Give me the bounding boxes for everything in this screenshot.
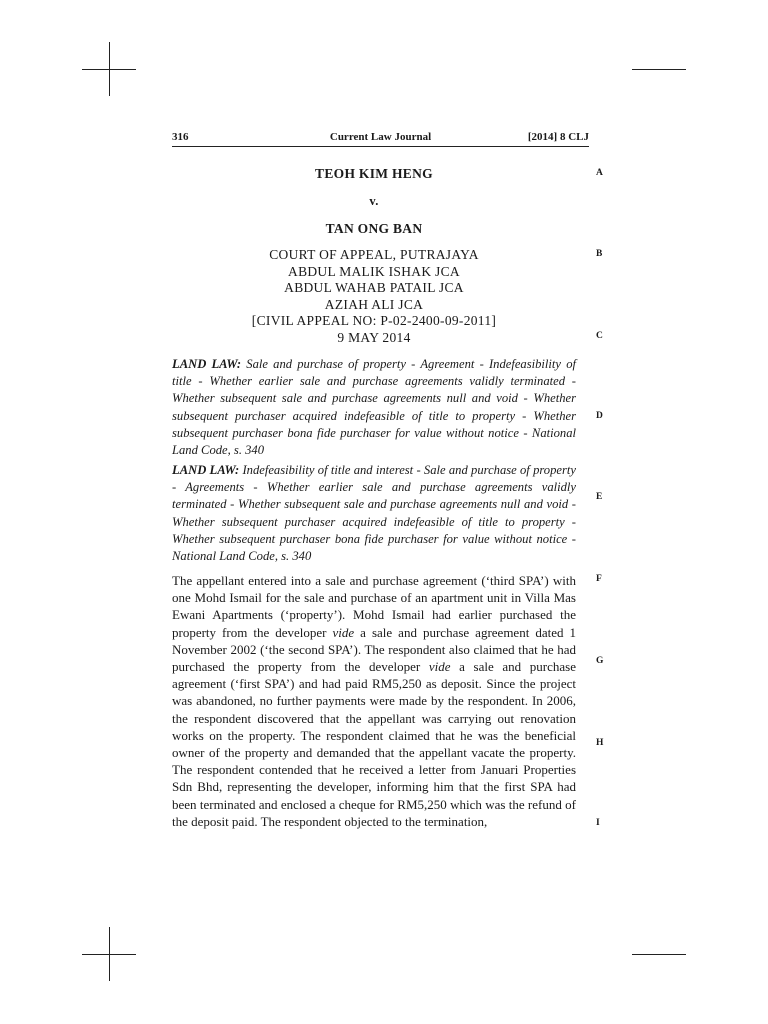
margin-letter-f: F bbox=[596, 574, 602, 584]
body-text-3: a sale and purchase agreement (‘first SPA’) and had paid RM5,250 as deposit. Since the project was abandoned, no further payments were made by the respondent. In 2006, the respondent discovered that the appellant was carrying out renovation works on the property. The respondent claimed that he was the beneficial owner of the property and demanded that the appellant vacate the property. The respondent contended that he received a letter from Januari Properties Sdn Bhd, representing the developer, informing him that the first SPA had been terminated and enclosed a cheque for RM5,250 which was the refund of the deposit paid. The respondent objected to the termination, bbox=[172, 659, 576, 829]
judge-1: ABDUL MALIK ISHAK JCA bbox=[288, 263, 460, 279]
margin-letter-e: E bbox=[596, 492, 603, 502]
journal-title: Current Law Journal bbox=[329, 131, 432, 143]
body-vide-1: vide bbox=[332, 624, 355, 640]
body-text-2: a sale and purchase agreement dated 1 November 2002 (‘the second SPA’). The respondent also claimed that he had purchased the property from the developer bbox=[172, 624, 576, 675]
respondent-name: TAN ONG BAN bbox=[325, 221, 423, 236]
margin-letter-b: B bbox=[596, 249, 603, 259]
crop-mark-bottom-left-v bbox=[109, 927, 110, 981]
margin-letter-c: C bbox=[596, 331, 603, 341]
appellant-name: TEOH KIM HENG bbox=[315, 166, 433, 181]
versus: v. bbox=[369, 194, 379, 208]
court-name: COURT OF APPEAL, PUTRAJAYA bbox=[269, 247, 479, 262]
catchword-2-label: LAND LAW: bbox=[172, 463, 240, 477]
court-info bbox=[172, 247, 576, 346]
headnote-paragraph bbox=[172, 572, 576, 830]
catchword-2-text: Indefeasibility of title and interest - Sale and purchase of property - Agreements - Whether earlier sale and purchase agreements validly terminated - Whether subsequent sale and purchase agreements null and void - Whether subsequent purchaser acquired indefeasible of title to property - Whether subsequent purchaser bona fide purchaser for value without notice - National Land Code, s. 340 bbox=[172, 463, 576, 564]
judge-2: ABDUL WAHAB PATAIL JCA bbox=[284, 280, 464, 295]
crop-mark-top-left-v bbox=[109, 42, 110, 96]
margin-letter-h: H bbox=[596, 738, 604, 748]
margin-letter-g: G bbox=[596, 656, 604, 666]
journal-citation: [2014] 8 CLJ bbox=[527, 131, 589, 143]
running-header bbox=[172, 128, 589, 147]
catchword-1 bbox=[172, 356, 576, 459]
catchword-1-text: Sale and purchase of property - Agreement - Indefeasibility of title - Whether earlier sale and purchase agreements validly terminated - Whether subsequent sale and purchase agreements null and void - Whether subsequent purchaser acquired indefeasible of title to property - Whether subsequent purchaser bona fide purchaser for value without notice - National Land Code, s. 340 bbox=[172, 357, 576, 458]
crop-mark-top-right-h bbox=[632, 69, 686, 70]
page-number: 316 bbox=[172, 131, 189, 143]
appeal-number: [CIVIL APPEAL NO: P-02-2400-09-2011] bbox=[251, 313, 497, 328]
decision-date: 9 MAY 2014 bbox=[337, 329, 411, 345]
margin-letter-d: D bbox=[596, 411, 603, 421]
body-text-1: The appellant entered into a sale and purchase agreement (‘third SPA’) with one Mohd Ismail for the sale and purchase of an apartment unit in Villa Mas Ewani Apartments (‘property’). Mohd Ismail had earlier purchased the property from the developer bbox=[172, 573, 576, 640]
catchword-1-label: LAND LAW: bbox=[172, 357, 242, 371]
judge-3: AZIAH ALI JCA bbox=[324, 296, 424, 312]
catchword-2 bbox=[172, 462, 576, 565]
margin-letter-i: I bbox=[596, 818, 600, 828]
margin-letter-a: A bbox=[596, 168, 603, 178]
body-vide-2: vide bbox=[428, 659, 451, 675]
crop-mark-bottom-right-h bbox=[632, 954, 686, 955]
